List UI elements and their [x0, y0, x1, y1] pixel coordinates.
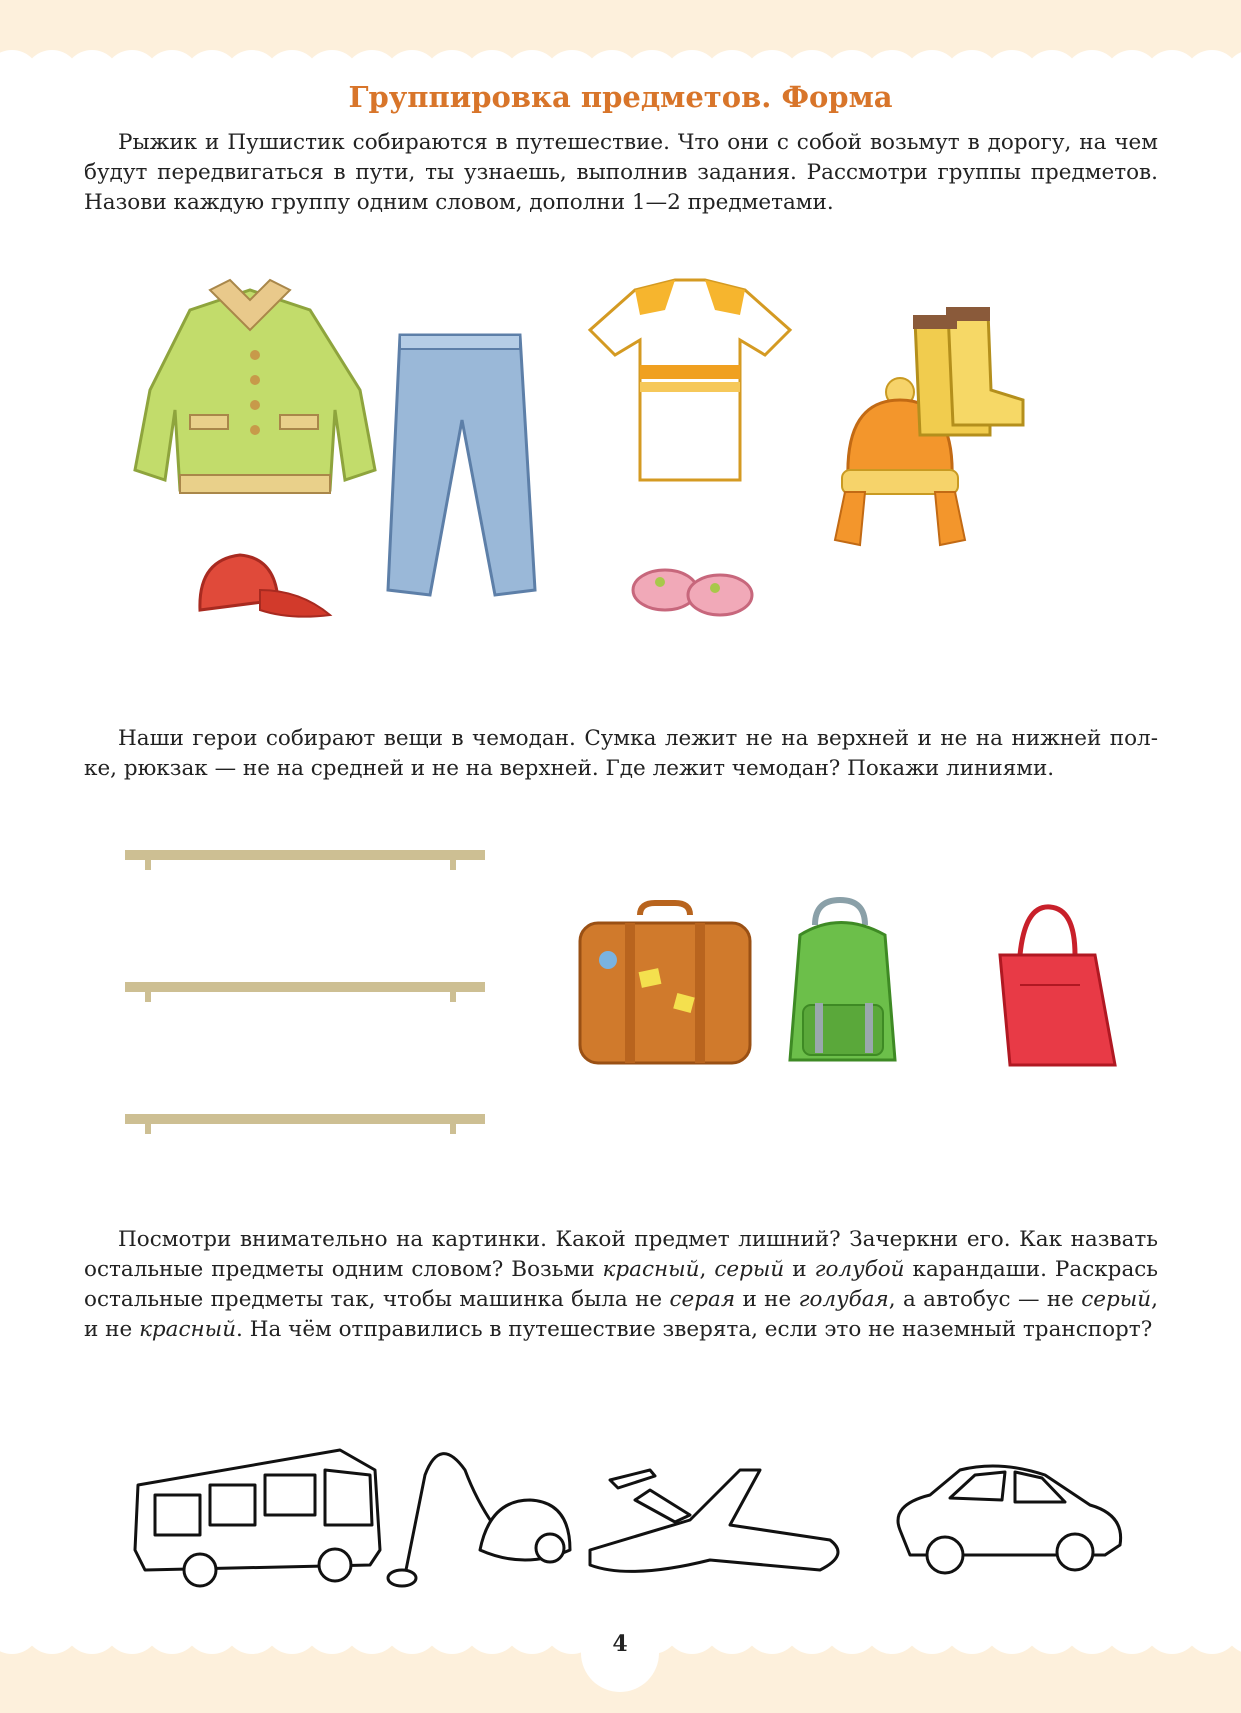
vacuum-cleaner-icon [388, 1454, 570, 1586]
shelf-top [125, 850, 485, 860]
backpack-icon [790, 900, 895, 1060]
shelf-middle [125, 982, 485, 992]
airplane-icon [590, 1470, 838, 1571]
rubber-boots-icon [913, 307, 1023, 435]
bus-icon [135, 1450, 380, 1586]
jacket-icon [135, 280, 375, 493]
luggage-illustrations [570, 895, 1160, 1095]
task1-text: Рыжик и Пушистик собираются в путешествие. Что они с собой возьмут в дорогу, на чем будут передвигаться в пути, ты узнаешь, выполнив задания. Рассмотри группы предметов. Назови каждую группу одним словом, дополни 1—2 предметами. [84, 130, 1158, 215]
page-number: 4 [581, 1614, 659, 1692]
t-shirt-icon [590, 280, 790, 480]
jeans-icon [388, 335, 535, 595]
shelves [125, 850, 495, 1140]
clothing-illustrations [130, 270, 1130, 650]
handbag-icon [1000, 907, 1115, 1065]
suitcase-icon [580, 903, 750, 1063]
transport-line-art [130, 1430, 1130, 1600]
cap-icon [200, 555, 330, 617]
shelf-bottom [125, 1114, 485, 1124]
task2-text: Наши герои собирают вещи в чемодан. Сумка лежит не на верхней и не на нижней пол- ке, рюкзак — не на средней и не на верхней. Где лежит чемодан? Покажи линиями. [84, 726, 1158, 781]
car-icon [898, 1466, 1121, 1573]
page-title: Группировка предметов. Форма [348, 80, 893, 114]
top-scalloped-border [0, 0, 1241, 64]
sandals-icon [633, 570, 752, 615]
task3-text: Посмотри внимательно на картинки. Какой предмет лишний? Зачеркни его. Как назвать остальные предметы одним словом? Возьми красный, серый и голубой карандаши. Раскрась остальные предметы так, чтобы машинка была не серая и не голубая, а автобус — не серый, и не красный. На чём отправились в путешествие зверята, если это не наземный транспорт? [84, 1227, 1159, 1342]
